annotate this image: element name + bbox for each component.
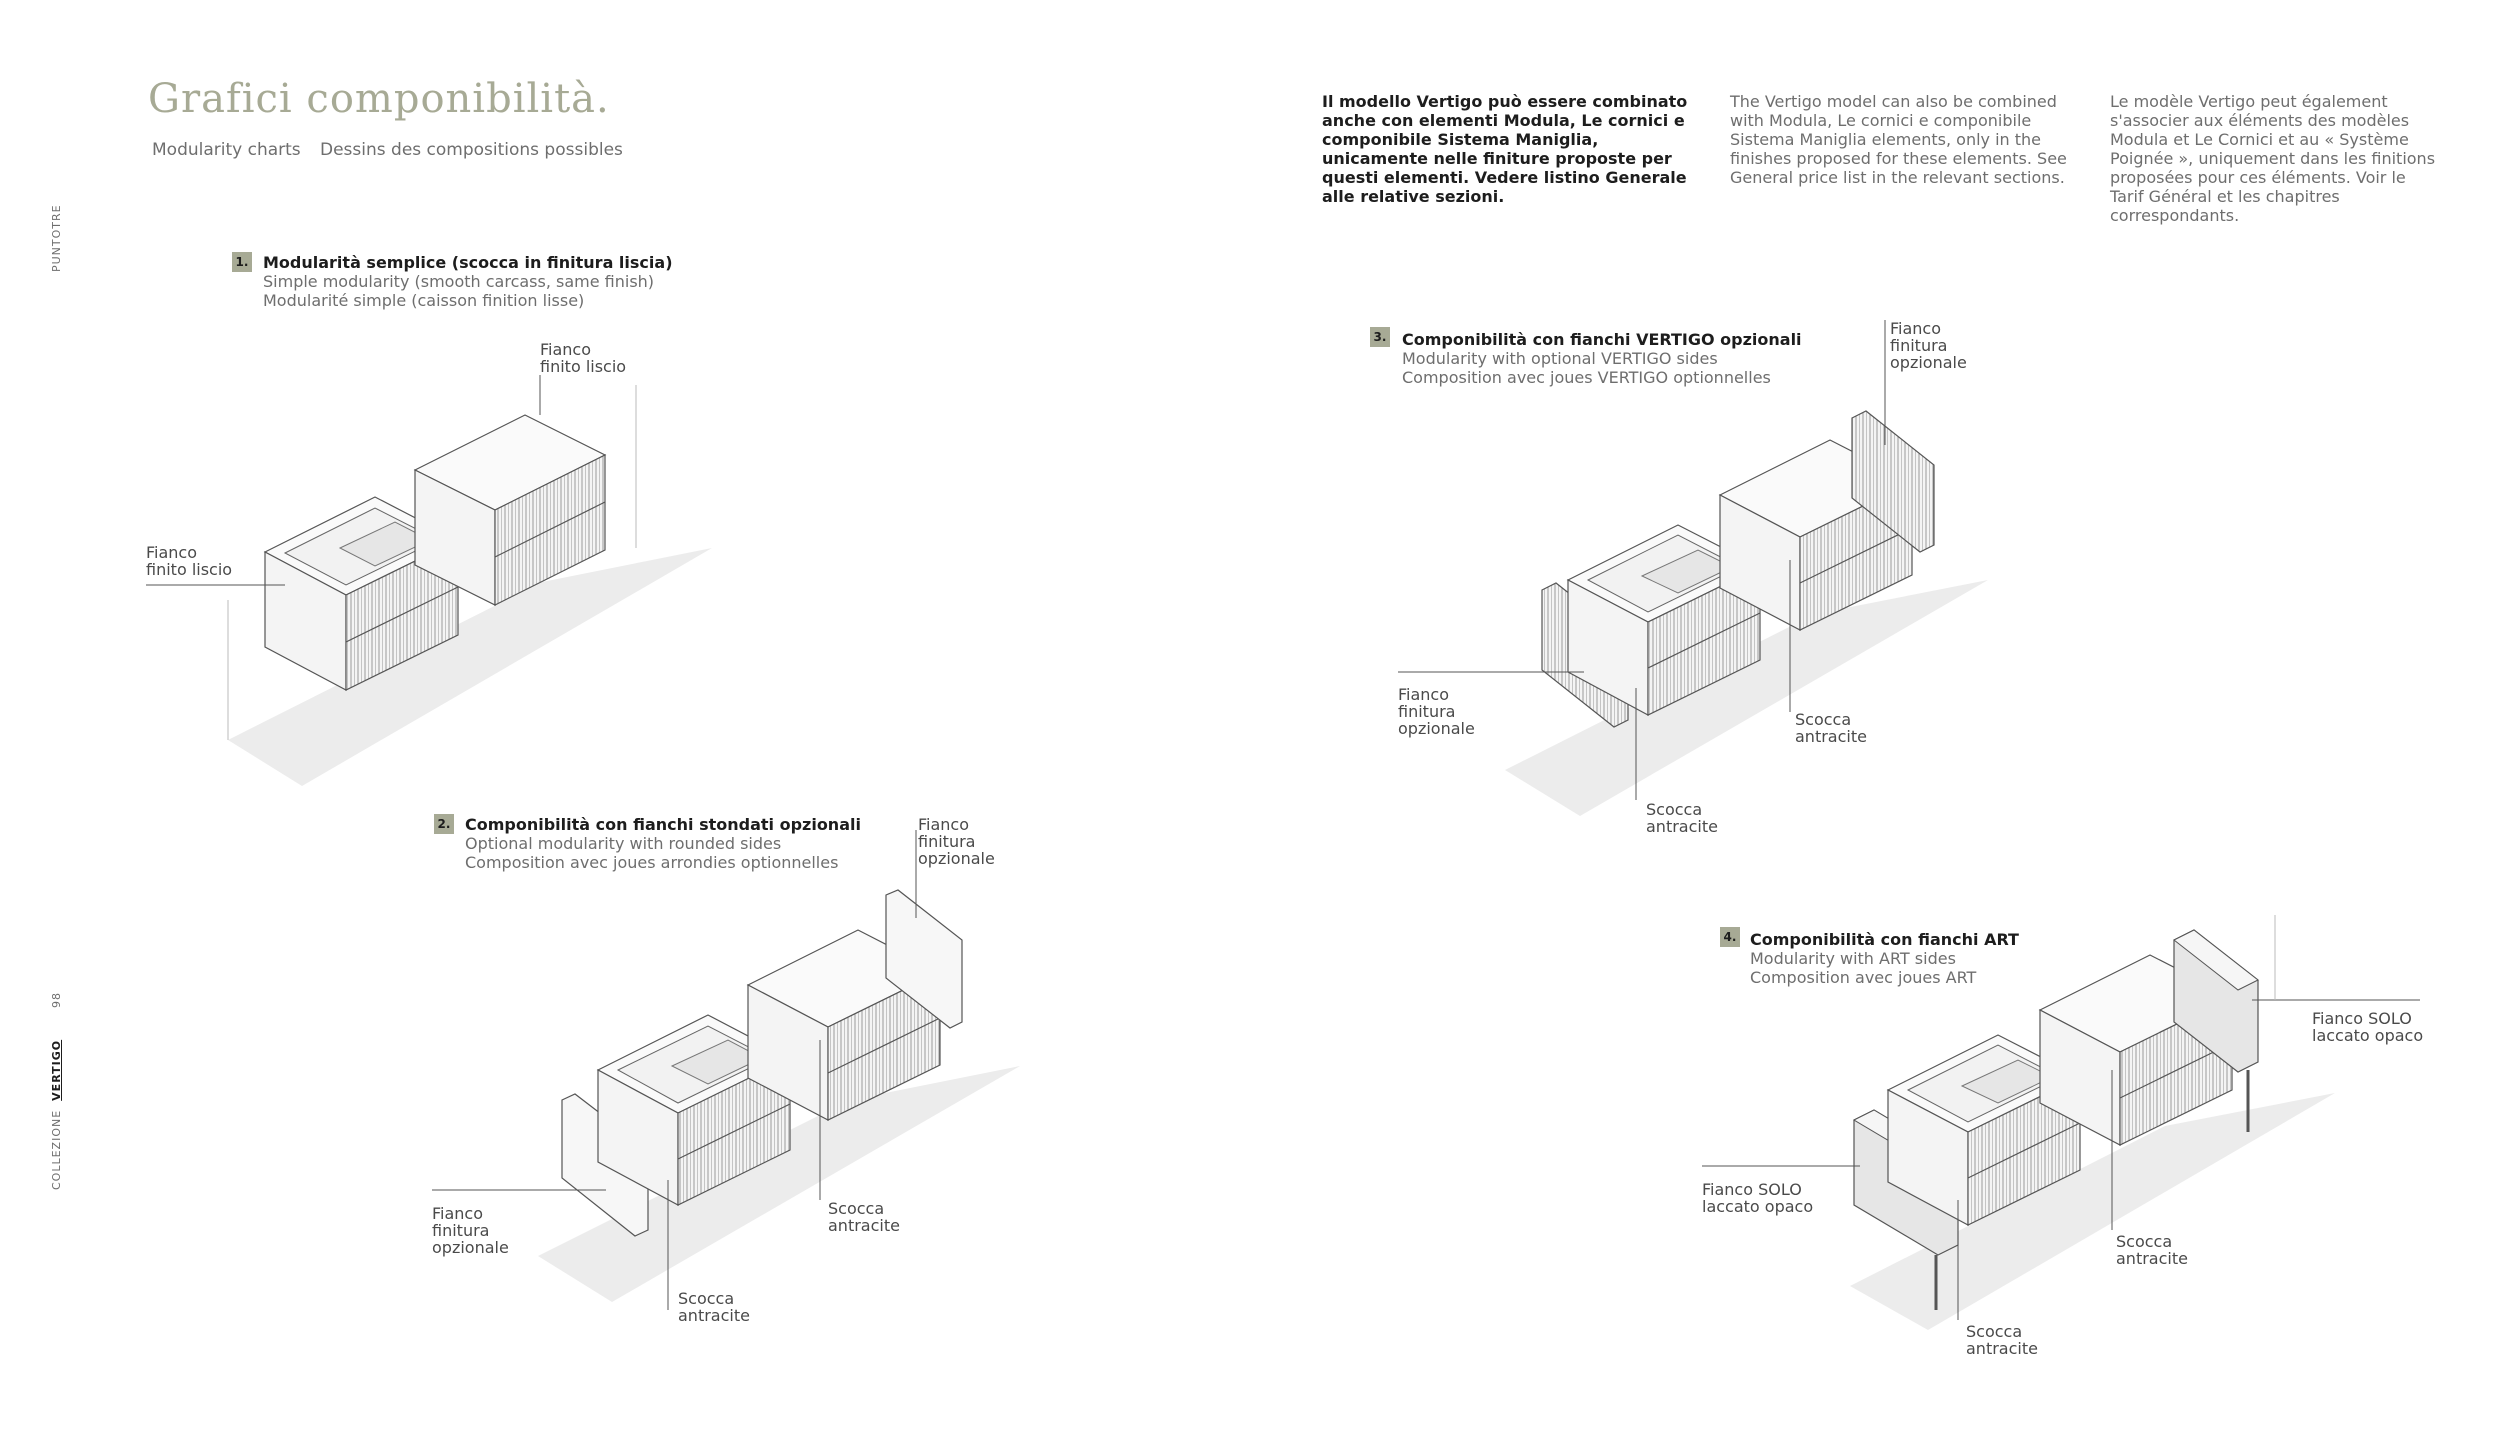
section-4-fr: Composition avec joues ART bbox=[1750, 968, 1977, 987]
callout-3d: Scocca antracite bbox=[1646, 800, 1718, 836]
drawing-4 bbox=[1702, 915, 2420, 1330]
callout-2b: Fianco finitura opzionale bbox=[432, 1204, 509, 1257]
collection-word: COLLEZIONE bbox=[50, 1109, 63, 1190]
section-1-en: Simple modularity (smooth carcass, same finish) bbox=[263, 272, 655, 291]
callout-2d: Scocca antracite bbox=[678, 1289, 750, 1325]
callout-1a: Fianco finito liscio bbox=[540, 340, 627, 376]
section-1-badge: 1. bbox=[232, 252, 252, 272]
section-1-fr: Modularité simple (caisson finition lisse) bbox=[263, 291, 585, 310]
section-2-title: Componibilità con fianchi stondati opzionali bbox=[465, 815, 861, 834]
callout-3a: Fianco finitura opzionale bbox=[1890, 319, 1967, 372]
callout-2a: Fianco finitura opzionale bbox=[918, 815, 995, 868]
callout-4a: Fianco SOLO laccato opaco bbox=[2312, 1009, 2424, 1045]
section-3-fr: Composition avec joues VERTIGO optionnelles bbox=[1402, 368, 1771, 387]
drawing-1 bbox=[146, 375, 712, 786]
intro-it: Il modello Vertigo può essere combinato anche con elementi Modula, Le cornici e componibile Sistema Maniglia, unicamente nelle finiture proposte per questi elementi. Vedere listino Generale alle relative sezioni. bbox=[1322, 92, 1688, 206]
section-4-en: Modularity with ART sides bbox=[1750, 949, 1956, 968]
page-number: 98 bbox=[50, 992, 63, 1008]
subtitle-en: Modularity charts bbox=[152, 140, 301, 160]
callout-1b: Fianco finito liscio bbox=[146, 543, 233, 579]
callout-2c: Scocca antracite bbox=[828, 1199, 900, 1235]
callout-3c: Scocca antracite bbox=[1795, 710, 1867, 746]
model-name: VERTIGO bbox=[50, 1039, 63, 1101]
intro-fr: Le modèle Vertigo peut également s'associer aux éléments des modèles Modula et Le Cornici et au « Système Poignée », uniquement dans les finitions proposées pour ces éléments. Voir le Tarif Général et les chapitres correspondants. bbox=[2110, 92, 2436, 225]
callout-3b: Fianco finitura opzionale bbox=[1398, 685, 1475, 738]
section-3-title: Componibilità con fianchi VERTIGO opzionali bbox=[1402, 330, 1802, 349]
section-3-en: Modularity with optional VERTIGO sides bbox=[1402, 349, 1718, 368]
page-title: Grafici componibilità. bbox=[148, 76, 610, 122]
section-4-badge: 4. bbox=[1720, 927, 1740, 947]
callout-4c: Scocca antracite bbox=[2116, 1232, 2188, 1268]
section-2-fr: Composition avec joues arrondies optionnelles bbox=[465, 853, 839, 872]
drawing-3 bbox=[1398, 320, 1988, 816]
callout-4d: Scocca antracite bbox=[1966, 1322, 2038, 1358]
callout-4b: Fianco SOLO laccato opaco bbox=[1702, 1180, 1814, 1216]
section-2-badge: 2. bbox=[434, 814, 454, 834]
section-4-title: Componibilità con fianchi ART bbox=[1750, 930, 2019, 949]
brand-label: PUNTOTRE bbox=[50, 204, 63, 272]
section-1-title: Modularità semplice (scocca in finitura liscia) bbox=[263, 253, 673, 272]
drawing-2 bbox=[432, 830, 1020, 1310]
section-3-badge: 3. bbox=[1370, 327, 1390, 347]
section-2-en: Optional modularity with rounded sides bbox=[465, 834, 782, 853]
subtitle-fr: Dessins des compositions possibles bbox=[320, 140, 623, 160]
intro-en: The Vertigo model can also be combined with Modula, Le cornici e componibile Sistema Maniglia elements, only in the finishes proposed for these elements. See General price list in the relevant sections. bbox=[1730, 92, 2067, 187]
